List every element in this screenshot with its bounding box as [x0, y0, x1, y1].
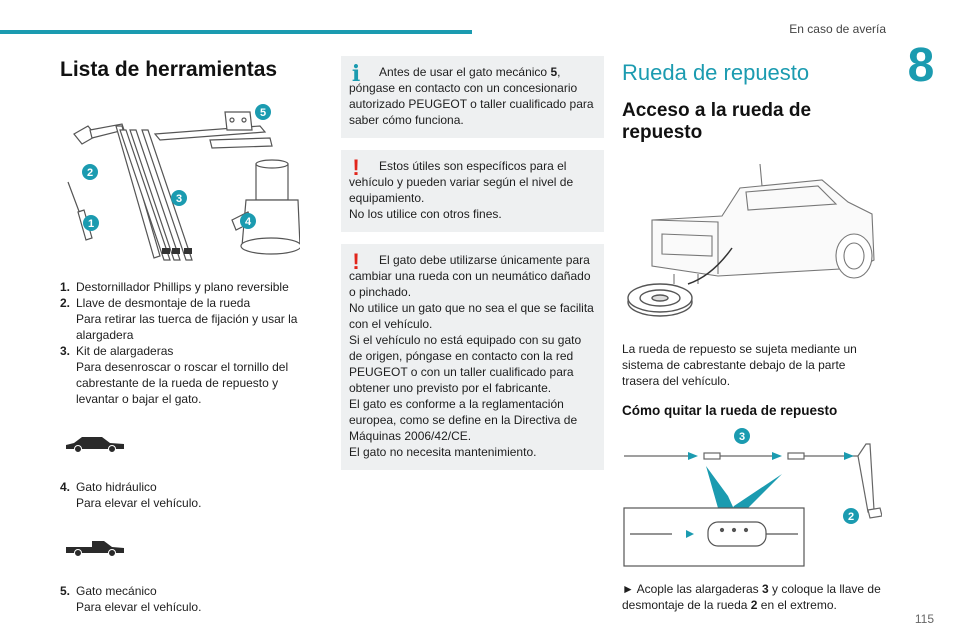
- sedan-car-icon: [64, 433, 126, 453]
- truck-spare-wheel-illustration: [622, 156, 882, 324]
- notes-column: [341, 56, 604, 482]
- callout-3: 3: [175, 193, 183, 205]
- tool-list: [60, 279, 304, 615]
- spare-wheel-title: Rueda de repuesto: [622, 60, 810, 85]
- remove-title: Cómo quitar la rueda de repuesto: [622, 403, 838, 418]
- access-title: Acceso a la rueda de repuesto: [622, 100, 812, 143]
- callout-3: 3: [738, 431, 746, 443]
- warning-icon: !: [352, 155, 360, 180]
- warning-box-tools: ! Estos útiles son específicos para el vehículo y pueden variar según el nivel de equipamiento. No los utilice con otros fines.: [341, 150, 604, 232]
- callout-2: 2: [847, 511, 855, 523]
- header-accent-bar: [0, 30, 472, 34]
- page-number: 115: [914, 612, 934, 626]
- pickup-truck-icon: [64, 537, 126, 557]
- spare-wheel-column: [622, 56, 882, 613]
- tool-item-1: 1. Destornillador Phillips y plano reversible: [60, 280, 289, 294]
- tools-title: Lista de herramientas: [60, 58, 278, 81]
- access-text: La rueda de repuesto se sujeta mediante un sistema de cabrestante debajo de la parte trasera del vehículo.: [622, 342, 857, 388]
- tool-item-5: 5. Gato mecánico Para elevar el vehículo.: [60, 584, 202, 614]
- tool-item-4: 4. Gato hidráulico Para elevar el vehículo.: [60, 480, 202, 510]
- callout-2: 2: [86, 167, 94, 179]
- info-note-box: i Antes de usar el gato mecánico 5, póngase en contacto con un concesionario autorizado PEUGEOT o taller cualificado para saber cómo funciona.: [341, 56, 604, 138]
- remove-step-1: ► Acople las alargaderas 3 y coloque la llave de desmontaje de la rueda 2 en el extremo.: [622, 582, 881, 612]
- tool-item-3: 3. Kit de alargaderas Para desenroscar o roscar el tornillo del cabrestante de la rueda de repuesto y levantar o bajar el gato.: [60, 344, 289, 406]
- warning-icon: !: [352, 249, 360, 274]
- callout-4: 4: [244, 216, 252, 228]
- callout-1: 1: [87, 218, 95, 230]
- warning-box-jack: ! El gato debe utilizarse únicamente para cambiar una rueda con un neumático dañado o pinchado. No utilice un gato que no sea el que se facilita con el vehículo. Si el vehículo no está equipado con su gato de origen, póngase en contacto con la red PEUGEOT o con un taller cualificado para obtener uno previsto por el fabricante. El gato es conforme a la reglamentación europea, como se define en la Directiva de Máquinas 2006/42/CE. El gato no necesita mantenimiento.: [341, 244, 604, 470]
- callout-5: 5: [259, 107, 267, 119]
- tools-column: [60, 56, 304, 615]
- info-icon: i: [351, 61, 361, 87]
- chapter-number: 8: [907, 39, 935, 92]
- remove-spare-wheel-illustration: [622, 426, 882, 568]
- tools-illustration: [60, 96, 300, 264]
- section-name: En caso de avería: [789, 22, 886, 36]
- tool-item-2: 2. Llave de desmontaje de la rueda Para retirar las tuerca de fijación y usar la alargadera: [60, 296, 298, 342]
